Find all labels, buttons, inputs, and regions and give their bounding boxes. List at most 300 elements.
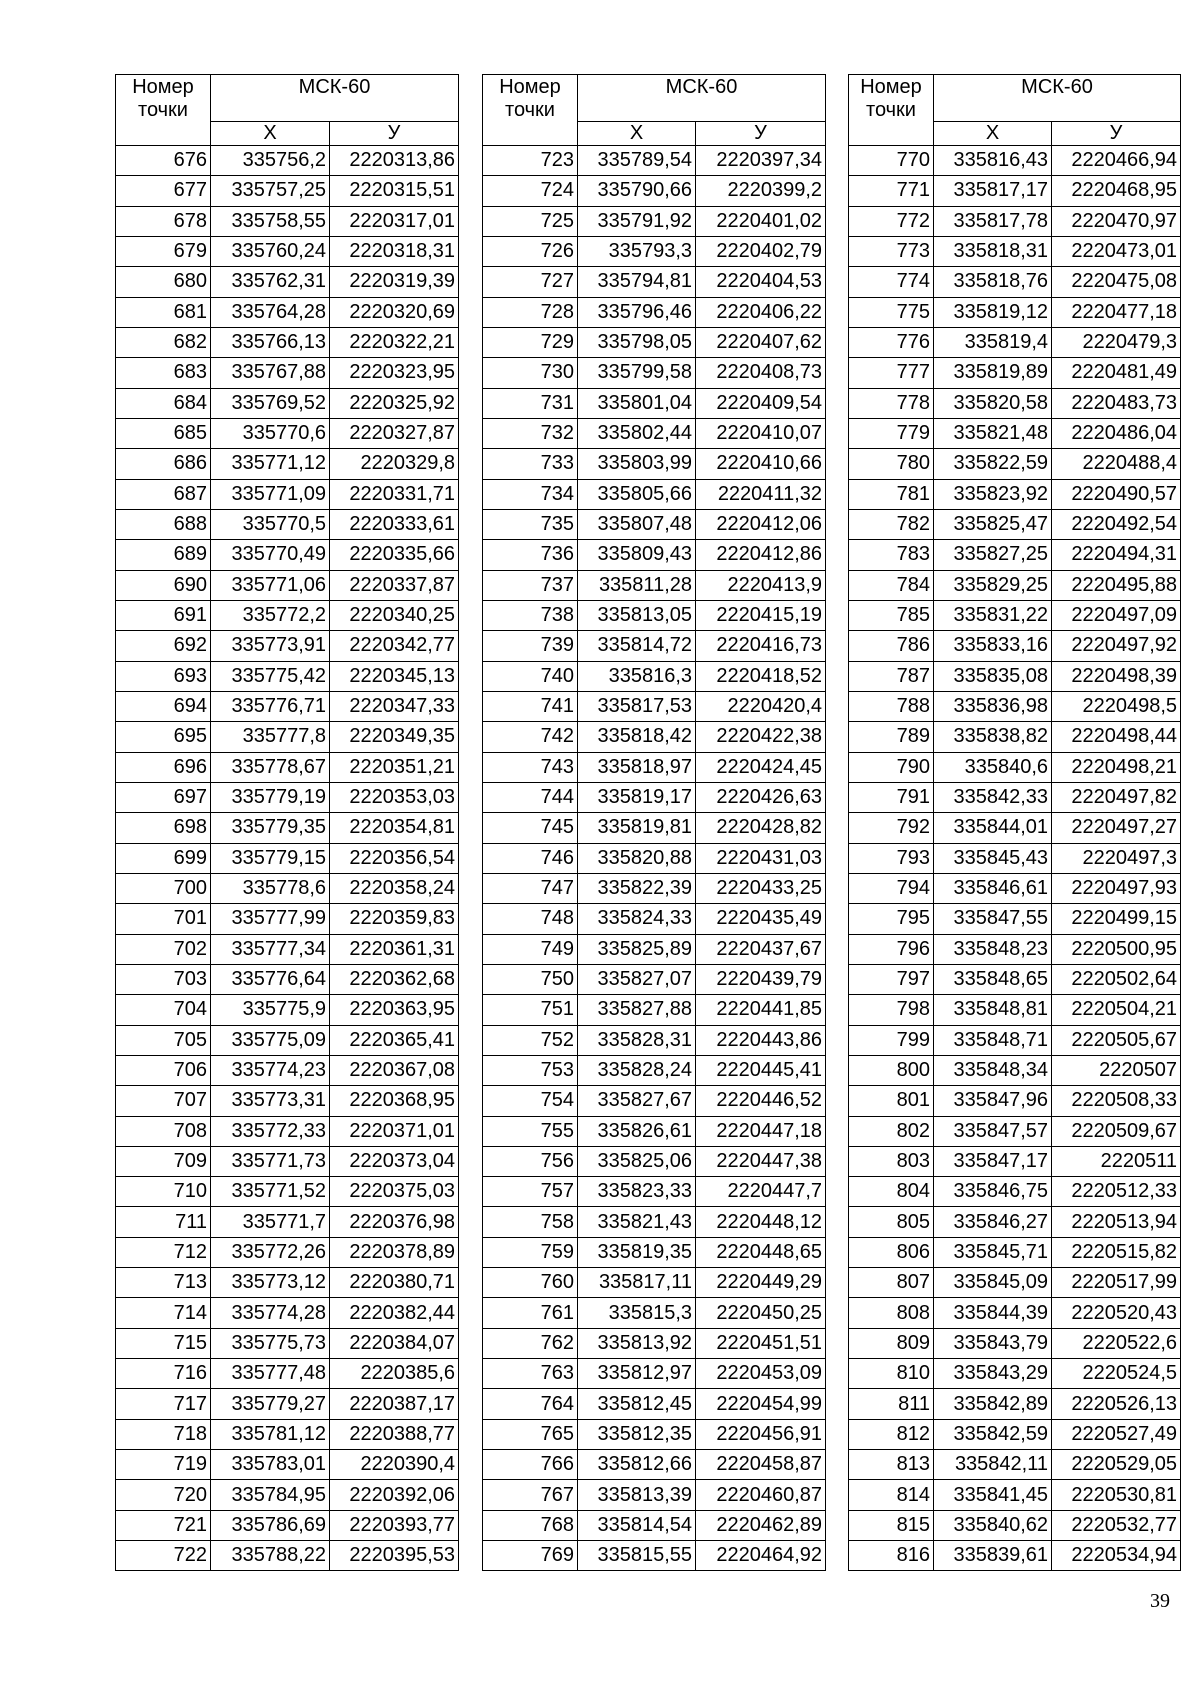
table-row (116, 570, 459, 600)
y-coordinate-cell: 2220387,17 (330, 1389, 459, 1419)
y-coordinate-cell: 2220498,44 (1052, 722, 1181, 752)
x-coordinate-cell: 335773,12 (211, 1268, 330, 1298)
x-coordinate-cell: 335817,78 (934, 206, 1052, 236)
x-coordinate-cell: 335757,25 (211, 176, 330, 206)
table-row (849, 236, 1181, 266)
y-coordinate-cell: 2220529,05 (1052, 1450, 1181, 1480)
y-column-header: У (330, 122, 459, 146)
table-row (116, 236, 459, 266)
x-coordinate-cell: 335839,61 (934, 1541, 1052, 1571)
point-number-cell: 707 (116, 1086, 211, 1116)
table-body (116, 146, 459, 1571)
table-row (849, 1510, 1181, 1540)
x-coordinate-cell: 335816,43 (934, 146, 1052, 176)
x-coordinate-cell: 335840,6 (934, 752, 1052, 782)
table-row (483, 509, 826, 539)
table-row (849, 479, 1181, 509)
y-coordinate-cell: 2220497,3 (1052, 843, 1181, 873)
y-coordinate-cell: 2220408,73 (696, 358, 826, 388)
y-coordinate-cell: 2220411,32 (696, 479, 826, 509)
x-coordinate-cell: 335835,08 (934, 661, 1052, 691)
table-row (849, 1328, 1181, 1358)
point-number-cell: 723 (483, 146, 578, 176)
y-coordinate-cell: 2220526,13 (1052, 1389, 1181, 1419)
x-coordinate-cell: 335812,97 (578, 1359, 696, 1389)
table-row (116, 873, 459, 903)
table-row (116, 1177, 459, 1207)
point-number-cell: 772 (849, 206, 934, 236)
x-coordinate-cell: 335816,3 (578, 661, 696, 691)
table-row (483, 691, 826, 721)
y-coordinate-cell: 2220318,31 (330, 236, 459, 266)
table-row (116, 934, 459, 964)
point-number-cell: 688 (116, 509, 211, 539)
point-number-cell: 751 (483, 995, 578, 1025)
table-row (116, 479, 459, 509)
x-coordinate-cell: 335812,45 (578, 1389, 696, 1419)
table-row (116, 1450, 459, 1480)
y-coordinate-cell: 2220388,77 (330, 1419, 459, 1449)
x-coordinate-cell: 335824,33 (578, 904, 696, 934)
table-row (483, 600, 826, 630)
point-number-cell: 732 (483, 418, 578, 448)
table-row (849, 540, 1181, 570)
table-row (483, 1541, 826, 1571)
table-row (116, 267, 459, 297)
y-coordinate-cell: 2220497,82 (1052, 782, 1181, 812)
y-coordinate-cell: 2220483,73 (1052, 388, 1181, 418)
x-coordinate-cell: 335773,91 (211, 631, 330, 661)
table-row (849, 1268, 1181, 1298)
x-coordinate-cell: 335793,3 (578, 236, 696, 266)
point-number-cell: 725 (483, 206, 578, 236)
y-coordinate-cell: 2220435,49 (696, 904, 826, 934)
y-coordinate-cell: 2220428,82 (696, 813, 826, 843)
table-row (116, 782, 459, 812)
point-number-cell: 724 (483, 176, 578, 206)
x-coordinate-cell: 335823,33 (578, 1177, 696, 1207)
point-number-cell: 758 (483, 1207, 578, 1237)
y-coordinate-cell: 2220331,71 (330, 479, 459, 509)
table-row (116, 631, 459, 661)
table-row (849, 1480, 1181, 1510)
y-coordinate-cell: 2220456,91 (696, 1419, 826, 1449)
table-row (116, 1359, 459, 1389)
y-coordinate-cell: 2220327,87 (330, 418, 459, 448)
y-coordinate-cell: 2220395,53 (330, 1541, 459, 1571)
y-coordinate-cell: 2220497,09 (1052, 600, 1181, 630)
y-coordinate-cell: 2220466,94 (1052, 146, 1181, 176)
y-coordinate-cell: 2220498,5 (1052, 691, 1181, 721)
y-coordinate-cell: 2220522,6 (1052, 1328, 1181, 1358)
table-row (483, 1510, 826, 1540)
x-coordinate-cell: 335820,88 (578, 843, 696, 873)
point-number-header: Номер точки (849, 75, 934, 146)
y-coordinate-cell: 2220511 (1052, 1146, 1181, 1176)
x-coordinate-cell: 335762,31 (211, 267, 330, 297)
point-number-cell: 705 (116, 1025, 211, 1055)
table-row (483, 1268, 826, 1298)
y-coordinate-cell: 2220362,68 (330, 964, 459, 994)
point-number-cell: 753 (483, 1055, 578, 1085)
y-coordinate-cell: 2220460,87 (696, 1480, 826, 1510)
y-coordinate-cell: 2220392,06 (330, 1480, 459, 1510)
table-row (849, 995, 1181, 1025)
y-coordinate-cell: 2220449,29 (696, 1268, 826, 1298)
x-coordinate-cell: 335845,09 (934, 1268, 1052, 1298)
table-row (116, 176, 459, 206)
y-coordinate-cell: 2220468,95 (1052, 176, 1181, 206)
y-coordinate-cell: 2220495,88 (1052, 570, 1181, 600)
point-number-cell: 788 (849, 691, 934, 721)
point-number-cell: 777 (849, 358, 934, 388)
x-coordinate-cell: 335833,16 (934, 631, 1052, 661)
point-number-cell: 761 (483, 1298, 578, 1328)
point-number-cell: 717 (116, 1389, 211, 1419)
point-number-cell: 756 (483, 1146, 578, 1176)
table-row (116, 1480, 459, 1510)
y-coordinate-cell: 2220376,98 (330, 1207, 459, 1237)
x-coordinate-cell: 335775,42 (211, 661, 330, 691)
x-coordinate-cell: 335827,25 (934, 540, 1052, 570)
y-coordinate-cell: 2220358,24 (330, 873, 459, 903)
point-number-header: Номер точки (483, 75, 578, 146)
x-coordinate-cell: 335773,31 (211, 1086, 330, 1116)
point-number-cell: 706 (116, 1055, 211, 1085)
point-number-cell: 691 (116, 600, 211, 630)
x-coordinate-cell: 335823,92 (934, 479, 1052, 509)
table-row (849, 1025, 1181, 1055)
y-coordinate-cell: 2220488,4 (1052, 449, 1181, 479)
x-coordinate-cell: 335777,8 (211, 722, 330, 752)
y-coordinate-cell: 2220497,93 (1052, 873, 1181, 903)
point-number-cell: 737 (483, 570, 578, 600)
table-row (483, 176, 826, 206)
point-number-cell: 676 (116, 146, 211, 176)
point-number-cell: 734 (483, 479, 578, 509)
x-coordinate-cell: 335779,19 (211, 782, 330, 812)
x-coordinate-cell: 335770,5 (211, 509, 330, 539)
point-number-cell: 784 (849, 570, 934, 600)
x-coordinate-cell: 335811,28 (578, 570, 696, 600)
coordinate-system-header: МСК-60 (578, 75, 826, 122)
y-coordinate-cell: 2220453,09 (696, 1359, 826, 1389)
point-number-cell: 704 (116, 995, 211, 1025)
y-coordinate-cell: 2220375,03 (330, 1177, 459, 1207)
x-coordinate-cell: 335847,96 (934, 1086, 1052, 1116)
point-number-cell: 719 (116, 1450, 211, 1480)
x-coordinate-cell: 335779,15 (211, 843, 330, 873)
table-row (116, 1025, 459, 1055)
point-number-cell: 685 (116, 418, 211, 448)
point-number-cell: 799 (849, 1025, 934, 1055)
x-coordinate-cell: 335844,01 (934, 813, 1052, 843)
point-number-cell: 721 (116, 1510, 211, 1540)
table-row (483, 843, 826, 873)
point-number-cell: 812 (849, 1419, 934, 1449)
table-row (483, 813, 826, 843)
x-coordinate-cell: 335764,28 (211, 297, 330, 327)
table-row (849, 1116, 1181, 1146)
point-number-cell: 702 (116, 934, 211, 964)
x-coordinate-cell: 335809,43 (578, 540, 696, 570)
x-coordinate-cell: 335846,75 (934, 1177, 1052, 1207)
point-number-cell: 769 (483, 1541, 578, 1571)
x-coordinate-cell: 335776,71 (211, 691, 330, 721)
table-row (116, 388, 459, 418)
x-coordinate-cell: 335794,81 (578, 267, 696, 297)
table-row (849, 1541, 1181, 1571)
y-coordinate-cell: 2220424,45 (696, 752, 826, 782)
point-number-cell: 795 (849, 904, 934, 934)
table-row (849, 1298, 1181, 1328)
table-row (849, 722, 1181, 752)
x-coordinate-cell: 335801,04 (578, 388, 696, 418)
x-coordinate-cell: 335848,71 (934, 1025, 1052, 1055)
y-coordinate-cell: 2220517,99 (1052, 1268, 1181, 1298)
point-number-cell: 773 (849, 236, 934, 266)
y-coordinate-cell: 2220505,67 (1052, 1025, 1181, 1055)
point-number-cell: 703 (116, 964, 211, 994)
table-row (483, 1480, 826, 1510)
point-number-cell: 727 (483, 267, 578, 297)
table-row (116, 206, 459, 236)
y-coordinate-cell: 2220399,2 (696, 176, 826, 206)
x-coordinate-cell: 335771,12 (211, 449, 330, 479)
y-coordinate-cell: 2220365,41 (330, 1025, 459, 1055)
y-coordinate-cell: 2220481,49 (1052, 358, 1181, 388)
table-row (849, 661, 1181, 691)
point-number-cell: 749 (483, 934, 578, 964)
table-row (483, 570, 826, 600)
point-number-cell: 803 (849, 1146, 934, 1176)
x-coordinate-cell: 335848,34 (934, 1055, 1052, 1085)
table-row (849, 570, 1181, 600)
point-number-cell: 813 (849, 1450, 934, 1480)
point-number-cell: 713 (116, 1268, 211, 1298)
y-coordinate-cell: 2220512,33 (1052, 1177, 1181, 1207)
table-row (849, 1086, 1181, 1116)
y-coordinate-cell: 2220384,07 (330, 1328, 459, 1358)
point-number-cell: 789 (849, 722, 934, 752)
y-column-header: У (1052, 122, 1181, 146)
table-body (483, 146, 826, 1571)
point-number-cell: 689 (116, 540, 211, 570)
table-row (849, 1055, 1181, 1085)
y-coordinate-cell: 2220347,33 (330, 691, 459, 721)
point-number-cell: 790 (849, 752, 934, 782)
point-number-cell: 735 (483, 509, 578, 539)
x-coordinate-cell: 335779,35 (211, 813, 330, 843)
x-coordinate-cell: 335846,27 (934, 1207, 1052, 1237)
point-number-cell: 714 (116, 1298, 211, 1328)
y-coordinate-cell: 2220458,87 (696, 1450, 826, 1480)
point-number-cell: 794 (849, 873, 934, 903)
point-number-cell: 684 (116, 388, 211, 418)
y-coordinate-cell: 2220340,25 (330, 600, 459, 630)
x-coordinate-cell: 335842,33 (934, 782, 1052, 812)
x-coordinate-cell: 335758,55 (211, 206, 330, 236)
y-coordinate-cell: 2220361,31 (330, 934, 459, 964)
table-row (849, 964, 1181, 994)
y-coordinate-cell: 2220420,4 (696, 691, 826, 721)
table-row (483, 206, 826, 236)
x-coordinate-cell: 335818,42 (578, 722, 696, 752)
point-number-cell: 800 (849, 1055, 934, 1085)
y-coordinate-cell: 2220448,12 (696, 1207, 826, 1237)
y-coordinate-cell: 2220498,21 (1052, 752, 1181, 782)
y-coordinate-cell: 2220378,89 (330, 1237, 459, 1267)
point-number-cell: 700 (116, 873, 211, 903)
x-coordinate-cell: 335772,2 (211, 600, 330, 630)
point-number-cell: 791 (849, 782, 934, 812)
table-row (483, 782, 826, 812)
point-number-cell: 752 (483, 1025, 578, 1055)
point-number-cell: 722 (116, 1541, 211, 1571)
x-coordinate-cell: 335760,24 (211, 236, 330, 266)
point-number-cell: 708 (116, 1116, 211, 1146)
x-coordinate-cell: 335805,66 (578, 479, 696, 509)
table-row (483, 873, 826, 903)
x-coordinate-cell: 335819,17 (578, 782, 696, 812)
y-coordinate-cell: 2220371,01 (330, 1116, 459, 1146)
coordinates-table-3 (848, 74, 1181, 1571)
x-coordinate-cell: 335769,52 (211, 388, 330, 418)
table-row (116, 146, 459, 176)
x-coordinate-cell: 335790,66 (578, 176, 696, 206)
x-coordinate-cell: 335820,58 (934, 388, 1052, 418)
table-row (116, 813, 459, 843)
table-row (483, 1207, 826, 1237)
point-number-cell: 785 (849, 600, 934, 630)
point-number-cell: 731 (483, 388, 578, 418)
y-coordinate-cell: 2220431,03 (696, 843, 826, 873)
x-coordinate-cell: 335778,6 (211, 873, 330, 903)
table-row (116, 509, 459, 539)
table-row (849, 509, 1181, 539)
y-coordinate-cell: 2220354,81 (330, 813, 459, 843)
table-row (483, 661, 826, 691)
point-number-cell: 778 (849, 388, 934, 418)
table-row (483, 540, 826, 570)
point-number-cell: 746 (483, 843, 578, 873)
point-number-cell: 782 (849, 509, 934, 539)
y-coordinate-cell: 2220446,52 (696, 1086, 826, 1116)
table-row (116, 1146, 459, 1176)
x-coordinate-cell: 335821,48 (934, 418, 1052, 448)
point-number-cell: 809 (849, 1328, 934, 1358)
x-coordinate-cell: 335825,47 (934, 509, 1052, 539)
y-coordinate-cell: 2220534,94 (1052, 1541, 1181, 1571)
x-coordinate-cell: 335831,22 (934, 600, 1052, 630)
point-number-cell: 797 (849, 964, 934, 994)
y-coordinate-cell: 2220349,35 (330, 722, 459, 752)
coordinates-table-1 (115, 74, 459, 1571)
point-number-cell: 762 (483, 1328, 578, 1358)
x-coordinate-cell: 335775,9 (211, 995, 330, 1025)
table-row (483, 1055, 826, 1085)
x-coordinate-cell: 335777,34 (211, 934, 330, 964)
table-row (116, 661, 459, 691)
x-coordinate-cell: 335786,69 (211, 1510, 330, 1540)
point-number-cell: 697 (116, 782, 211, 812)
y-coordinate-cell: 2220406,22 (696, 297, 826, 327)
table-row (849, 904, 1181, 934)
point-number-cell: 771 (849, 176, 934, 206)
table-row (116, 540, 459, 570)
point-number-cell: 718 (116, 1419, 211, 1449)
table-row (483, 267, 826, 297)
table-row (116, 418, 459, 448)
point-number-cell: 711 (116, 1207, 211, 1237)
table-row (483, 1086, 826, 1116)
x-coordinate-cell: 335772,26 (211, 1237, 330, 1267)
point-number-cell: 801 (849, 1086, 934, 1116)
table-row (483, 1450, 826, 1480)
y-coordinate-cell: 2220502,64 (1052, 964, 1181, 994)
table-row (849, 1389, 1181, 1419)
x-coordinate-cell: 335826,61 (578, 1116, 696, 1146)
point-number-cell: 757 (483, 1177, 578, 1207)
x-coordinate-cell: 335836,98 (934, 691, 1052, 721)
table-row (116, 1419, 459, 1449)
x-coordinate-cell: 335814,72 (578, 631, 696, 661)
x-coordinate-cell: 335776,64 (211, 964, 330, 994)
x-coordinate-cell: 335803,99 (578, 449, 696, 479)
table-row (849, 1359, 1181, 1389)
x-coordinate-cell: 335841,45 (934, 1480, 1052, 1510)
y-coordinate-cell: 2220373,04 (330, 1146, 459, 1176)
x-coordinate-cell: 335802,44 (578, 418, 696, 448)
x-coordinate-cell: 335788,22 (211, 1541, 330, 1571)
x-coordinate-cell: 335775,09 (211, 1025, 330, 1055)
x-coordinate-cell: 335819,81 (578, 813, 696, 843)
x-coordinate-cell: 335819,35 (578, 1237, 696, 1267)
y-coordinate-cell: 2220443,86 (696, 1025, 826, 1055)
y-coordinate-cell: 2220470,97 (1052, 206, 1181, 236)
y-coordinate-cell: 2220329,8 (330, 449, 459, 479)
x-coordinate-cell: 335766,13 (211, 327, 330, 357)
y-coordinate-cell: 2220477,18 (1052, 297, 1181, 327)
x-coordinate-cell: 335771,7 (211, 1207, 330, 1237)
point-number-cell: 728 (483, 297, 578, 327)
y-coordinate-cell: 2220325,92 (330, 388, 459, 418)
x-coordinate-cell: 335842,59 (934, 1419, 1052, 1449)
y-coordinate-cell: 2220390,4 (330, 1450, 459, 1480)
y-coordinate-cell: 2220494,31 (1052, 540, 1181, 570)
table-row (849, 600, 1181, 630)
table-row (849, 206, 1181, 236)
table-row (116, 1389, 459, 1419)
x-coordinate-cell: 335813,39 (578, 1480, 696, 1510)
x-coordinate-cell: 335818,76 (934, 267, 1052, 297)
x-coordinate-cell: 335842,89 (934, 1389, 1052, 1419)
point-number-cell: 792 (849, 813, 934, 843)
x-coordinate-cell: 335845,43 (934, 843, 1052, 873)
x-coordinate-cell: 335774,28 (211, 1298, 330, 1328)
point-number-cell: 783 (849, 540, 934, 570)
x-coordinate-cell: 335772,33 (211, 1116, 330, 1146)
table-row (483, 449, 826, 479)
table-row (116, 995, 459, 1025)
point-number-cell: 810 (849, 1359, 934, 1389)
point-number-cell: 763 (483, 1359, 578, 1389)
table-row (483, 1177, 826, 1207)
table-row (849, 1207, 1181, 1237)
table-row (849, 1419, 1181, 1449)
table-row (849, 1177, 1181, 1207)
x-coordinate-cell: 335815,3 (578, 1298, 696, 1328)
